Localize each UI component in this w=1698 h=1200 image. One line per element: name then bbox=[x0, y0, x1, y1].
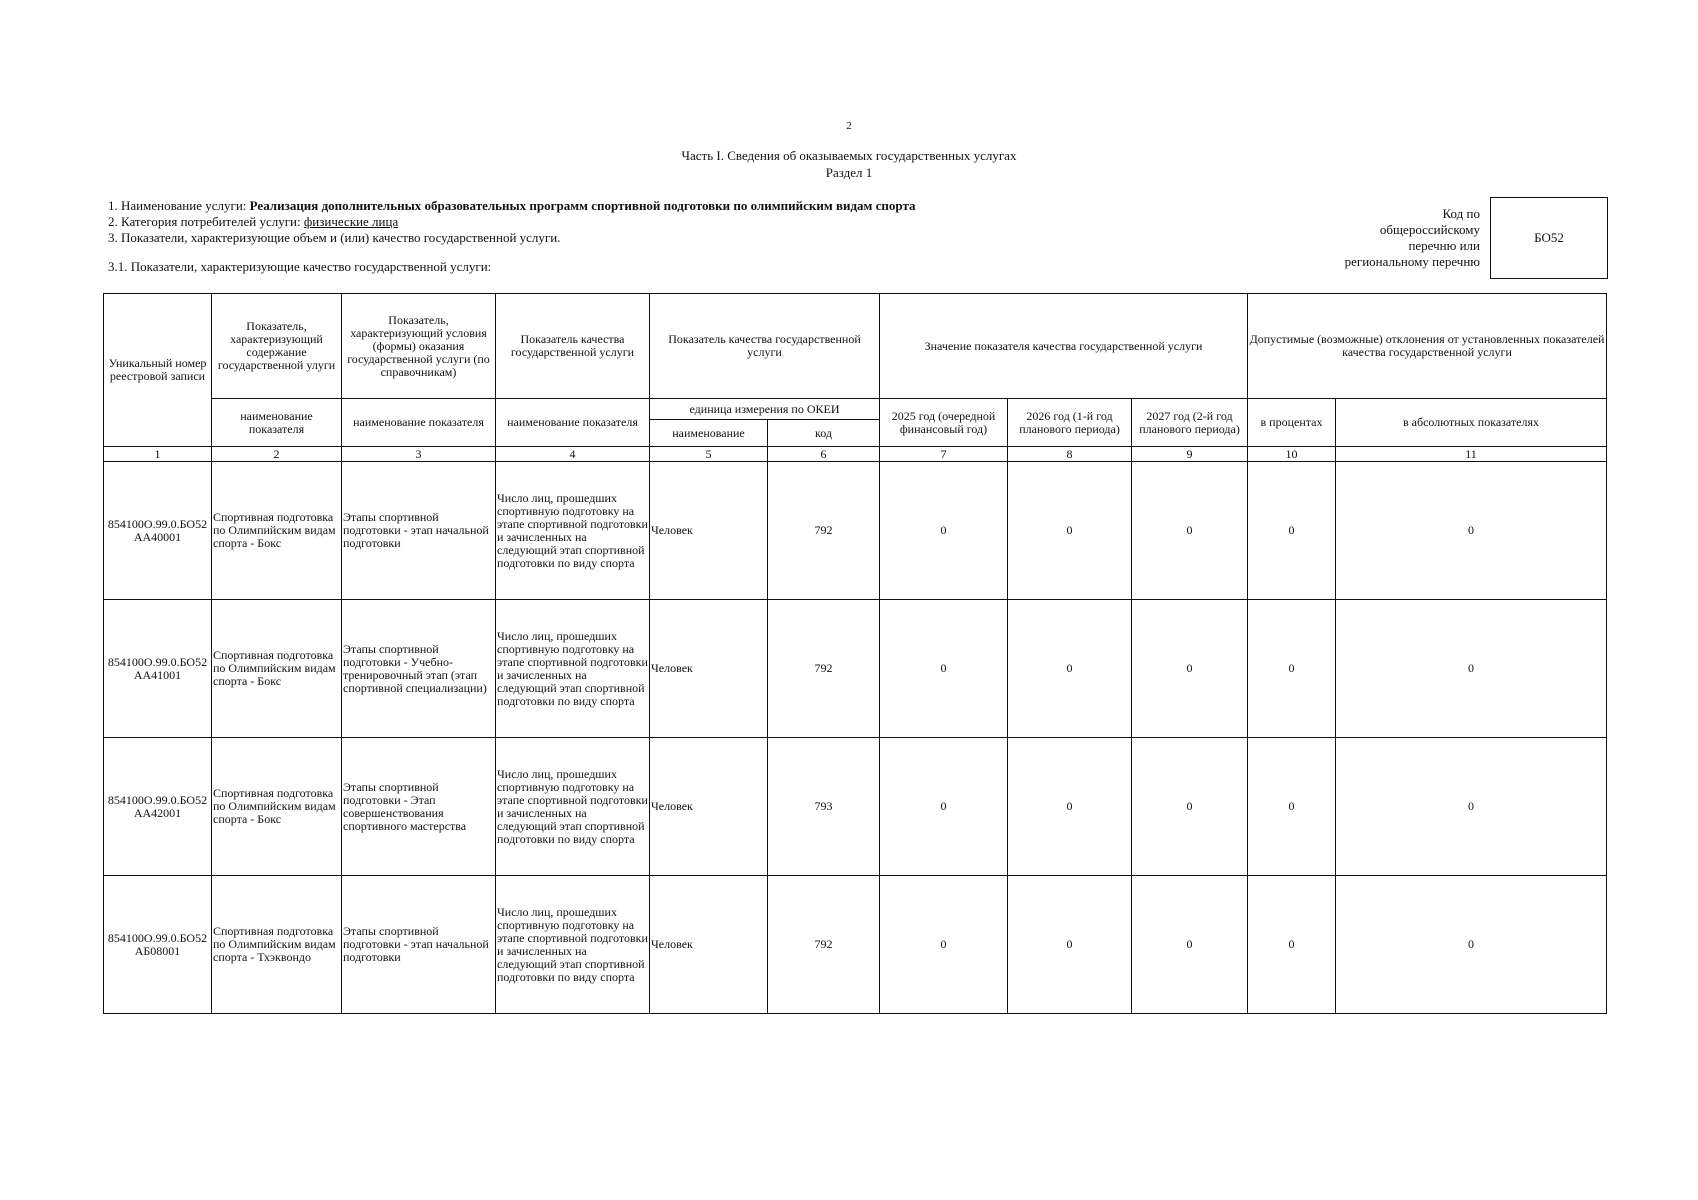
content-indicator: Спортивная подготовка по Олимпийским видам спорта - Тхэквондо bbox=[212, 876, 342, 1014]
deviation-percent: 0 bbox=[1248, 876, 1336, 1014]
unit-code: 793 bbox=[768, 738, 880, 876]
header-unique-number: Уникальный номер реестровой записи bbox=[104, 294, 212, 447]
column-number: 2 bbox=[212, 447, 342, 462]
deviation-percent: 0 bbox=[1248, 600, 1336, 738]
header-conditions-indicator: Показатель, характеризующий условия (формы) оказания государственной услуги (по справочникам) bbox=[342, 294, 496, 399]
condition-indicator: Этапы спортивной подготовки - Этап совершенствования спортивного мастерства bbox=[342, 738, 496, 876]
quality-indicator: Число лиц, прошедших спортивную подготовку на этапе спортивной подготовки и зачисленных на следующий этап спортивной подготовки по виду спорта bbox=[496, 738, 650, 876]
header-indicator-name: наименование показателя bbox=[496, 399, 650, 447]
unit-code: 792 bbox=[768, 600, 880, 738]
content-indicator: Спортивная подготовка по Олимпийским видам спорта - Бокс bbox=[212, 600, 342, 738]
header-row-2 bbox=[104, 399, 1607, 420]
value-2026: 0 bbox=[1008, 876, 1132, 1014]
header-indicator-name: наименование показателя bbox=[342, 399, 496, 447]
header-indicator-name: наименование показателя bbox=[212, 399, 342, 447]
registry-number: 854100О.99.0.БО52 АА41001 bbox=[104, 600, 212, 738]
value-2027: 0 bbox=[1132, 876, 1248, 1014]
code-label-line: перечню или bbox=[1408, 238, 1480, 253]
header-quality-indicator: Показатель качества государственной услуги bbox=[496, 294, 650, 399]
header-unit-code: код bbox=[768, 420, 880, 447]
code-label-line: региональному перечню bbox=[1344, 254, 1480, 269]
unit-name: Человек bbox=[650, 876, 768, 1014]
deviation-percent: 0 bbox=[1248, 738, 1336, 876]
consumer-category-row bbox=[108, 214, 916, 230]
consumer-category-value: физические лица bbox=[303, 214, 399, 229]
value-2026: 0 bbox=[1008, 738, 1132, 876]
deviation-absolute: 0 bbox=[1336, 600, 1607, 738]
value-2027: 0 bbox=[1132, 462, 1248, 600]
service-name-value: Реализация дополнительных образовательных программ спортивной подготовки по олимпийским видам спорта bbox=[249, 198, 916, 213]
column-number: 9 bbox=[1132, 447, 1248, 462]
quality-indicator: Число лиц, прошедших спортивную подготовку на этапе спортивной подготовки и зачисленных на следующий этап спортивной подготовки по виду спорта bbox=[496, 876, 650, 1014]
consumer-category-label: 2. Категория потребителей услуги: bbox=[108, 214, 304, 229]
quality-indicators-label: 3.1. Показатели, характеризующие качество государственной услуги: bbox=[108, 259, 492, 274]
column-number: 11 bbox=[1336, 447, 1607, 462]
condition-indicator: Этапы спортивной подготовки - Учебно-тренировочный этап (этап спортивной специализации) bbox=[342, 600, 496, 738]
deviation-percent: 0 bbox=[1248, 462, 1336, 600]
value-2025: 0 bbox=[880, 876, 1008, 1014]
header-year-2025: 2025 год (очередной финансовый год) bbox=[880, 399, 1008, 447]
unit-name: Человек bbox=[650, 738, 768, 876]
unit-code: 792 bbox=[768, 876, 880, 1014]
column-number-row bbox=[104, 447, 1607, 462]
table-row bbox=[104, 462, 1607, 600]
value-2025: 0 bbox=[880, 600, 1008, 738]
condition-indicator: Этапы спортивной подготовки - этап начальной подготовки bbox=[342, 876, 496, 1014]
value-2025: 0 bbox=[880, 738, 1008, 876]
header-row-1 bbox=[104, 294, 1607, 399]
code-label-line: Код по bbox=[1442, 206, 1480, 221]
header-year-2026: 2026 год (1-й год планового периода) bbox=[1008, 399, 1132, 447]
header-deviation: Допустимые (возможные) отклонения от установленных показателей качества государственной услуги bbox=[1248, 294, 1607, 399]
indicators-label: 3. Показатели, характеризующие объем и (или) качество государственной услуги. bbox=[108, 230, 561, 245]
service-name-label: 1. Наименование услуги: bbox=[108, 198, 250, 213]
unit-code: 792 bbox=[768, 462, 880, 600]
unit-name: Человек bbox=[650, 462, 768, 600]
value-2026: 0 bbox=[1008, 600, 1132, 738]
service-name-row bbox=[108, 198, 916, 214]
value-2027: 0 bbox=[1132, 738, 1248, 876]
quality-indicator: Число лиц, прошедших спортивную подготовку на этапе спортивной подготовки и зачисленных на следующий этап спортивной подготовки по виду спорта bbox=[496, 600, 650, 738]
column-number: 6 bbox=[768, 447, 880, 462]
deviation-absolute: 0 bbox=[1336, 462, 1607, 600]
service-info bbox=[108, 198, 916, 246]
column-number: 1 bbox=[104, 447, 212, 462]
section-title: Раздел 1 bbox=[825, 165, 873, 180]
code-label bbox=[1290, 206, 1480, 270]
header-unit-name: наименование bbox=[650, 420, 768, 447]
value-2027: 0 bbox=[1132, 600, 1248, 738]
header-content-indicator: Показатель, характеризующий содержание государственной улуги bbox=[212, 294, 342, 399]
registry-number: 854100О.99.0.БО52 АБ08001 bbox=[104, 876, 212, 1014]
column-number: 7 bbox=[880, 447, 1008, 462]
code-label-line: общероссийскому bbox=[1379, 222, 1480, 237]
code-value: БО52 bbox=[1534, 230, 1564, 245]
table-row bbox=[104, 876, 1607, 1014]
part-title: Часть I. Сведения об оказываемых государственных услугах bbox=[681, 148, 1017, 163]
header-unit-okei: единица измерения по ОКЕИ bbox=[650, 399, 880, 420]
column-number: 3 bbox=[342, 447, 496, 462]
registry-number: 854100О.99.0.БО52 АА40001 bbox=[104, 462, 212, 600]
deviation-absolute: 0 bbox=[1336, 876, 1607, 1014]
page-number: 2 bbox=[846, 120, 852, 132]
unit-name: Человек bbox=[650, 600, 768, 738]
column-number: 8 bbox=[1008, 447, 1132, 462]
column-number: 10 bbox=[1248, 447, 1336, 462]
header-quality-indicator-2: Показатель качества государственной услуги bbox=[650, 294, 880, 399]
table-row bbox=[104, 600, 1607, 738]
quality-indicators-table bbox=[103, 293, 1607, 1014]
header-value: Значение показателя качества государственной услуги bbox=[880, 294, 1248, 399]
table-row bbox=[104, 738, 1607, 876]
header-in-absolute: в абсолютных показателях bbox=[1336, 399, 1607, 447]
header-year-2027: 2027 год (2-й год планового периода) bbox=[1132, 399, 1248, 447]
document-heading bbox=[0, 147, 1698, 181]
content-indicator: Спортивная подготовка по Олимпийским видам спорта - Бокс bbox=[212, 462, 342, 600]
registry-number: 854100О.99.0.БО52 АА42001 bbox=[104, 738, 212, 876]
code-box bbox=[1490, 197, 1608, 279]
header-in-percent: в процентах bbox=[1248, 399, 1336, 447]
quality-indicator: Число лиц, прошедших спортивную подготовку на этапе спортивной подготовки и зачисленных на следующий этап спортивной подготовки по виду спорта bbox=[496, 462, 650, 600]
condition-indicator: Этапы спортивной подготовки - этап начальной подготовки bbox=[342, 462, 496, 600]
value-2025: 0 bbox=[880, 462, 1008, 600]
value-2026: 0 bbox=[1008, 462, 1132, 600]
column-number: 5 bbox=[650, 447, 768, 462]
column-number: 4 bbox=[496, 447, 650, 462]
content-indicator: Спортивная подготовка по Олимпийским видам спорта - Бокс bbox=[212, 738, 342, 876]
deviation-absolute: 0 bbox=[1336, 738, 1607, 876]
